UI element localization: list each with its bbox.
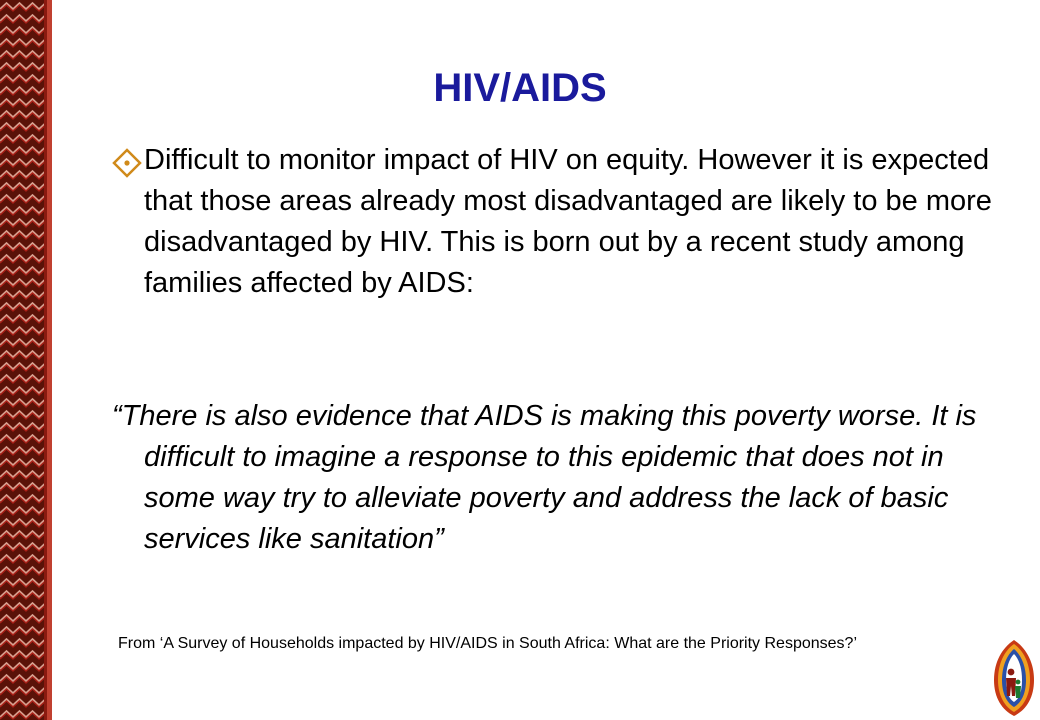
bullet-item (112, 140, 992, 304)
source-citation (118, 633, 978, 655)
diamond-bullet-icon (112, 148, 142, 178)
page-title: HIV/AIDS (433, 66, 607, 110)
bullet-text: Difficult to monitor impact of HIV on equity. However it is expected that those areas already most disadvantaged are likely to be more disadvantaged by HIV. This is born out by a recent study among families affected by AIDS: (144, 144, 992, 299)
quote-block (112, 396, 982, 560)
quote-text: “There is also evidence that AIDS is making this poverty worse. It is difficult to imagine a response to this epidemic that does not in some way try to alleviate poverty and address the lack of basic services like sanitation” (112, 400, 977, 555)
shield-emblem-icon (990, 638, 1038, 718)
source-text: From ‘A Survey of Households impacted by HIV/AIDS in South Africa: What are the Priority Responses?’ (118, 635, 857, 652)
